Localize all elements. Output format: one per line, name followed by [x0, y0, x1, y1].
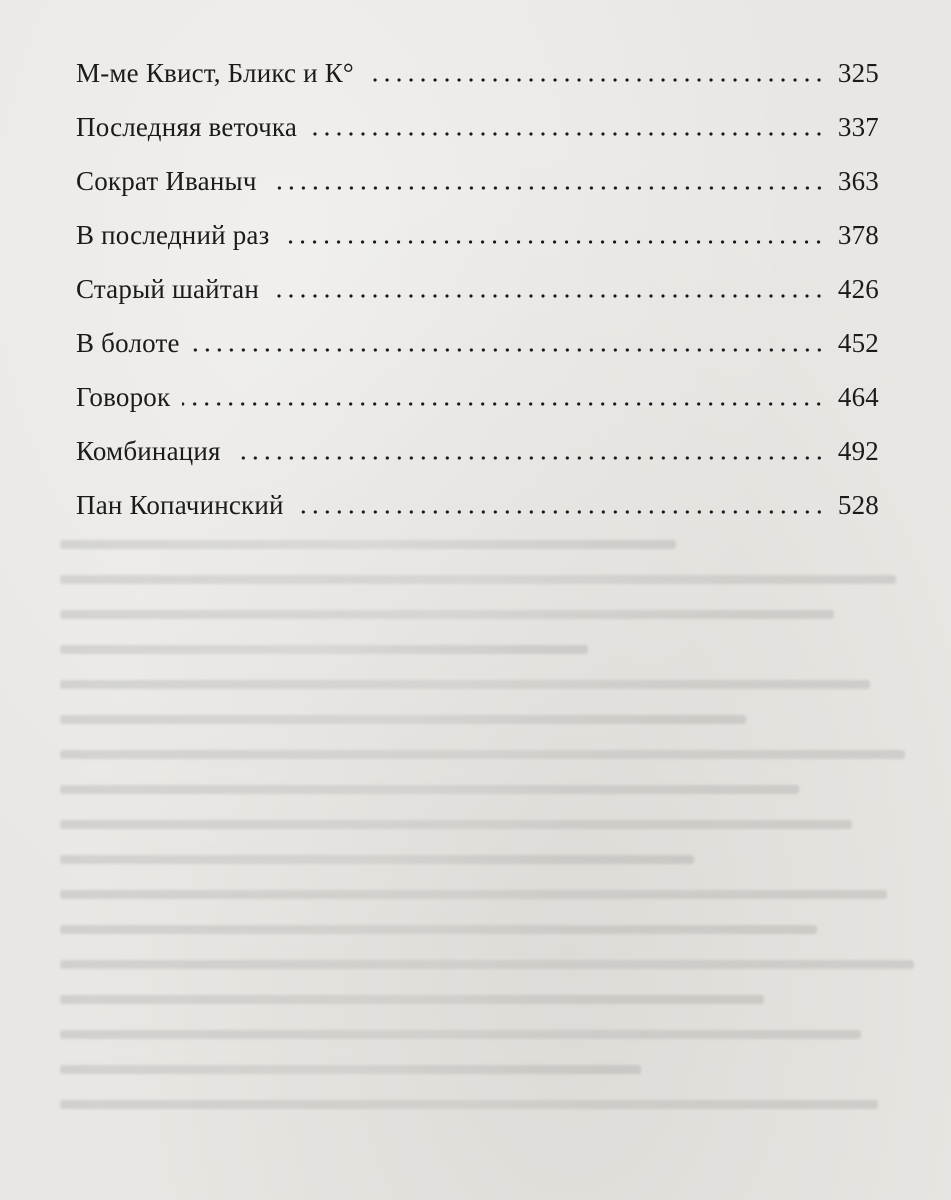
- toc-entry-title: М-ме Квист, Бликс и К°: [76, 58, 354, 88]
- dot-leader: [233, 456, 825, 460]
- dot-leader: [271, 294, 825, 298]
- toc-entry-title: Комбинация: [76, 436, 221, 466]
- toc-entry: [76, 220, 879, 274]
- toc-entry-page: 492: [837, 436, 879, 466]
- toc-entry: [76, 112, 879, 166]
- toc-entry-page: 452: [837, 328, 879, 358]
- toc-entry-title: Пан Копачинский: [76, 490, 284, 520]
- toc-entry-title: Говорок: [76, 382, 171, 412]
- toc-entry: [76, 274, 879, 328]
- toc-entry-page: 337: [837, 112, 879, 142]
- toc-entry: [76, 490, 879, 544]
- toc-entry-title: Последняя веточка: [76, 112, 298, 142]
- toc-entry-title: В последний раз: [76, 220, 270, 250]
- dot-leader: [366, 78, 825, 82]
- toc-entry-title: Сократ Иваныч: [76, 166, 257, 196]
- dot-leader: [182, 402, 825, 406]
- dot-leader: [192, 348, 825, 352]
- toc-entry-title: В болоте: [76, 328, 180, 358]
- toc-entry-page: 378: [837, 220, 879, 250]
- toc-entry-page: 426: [837, 274, 879, 304]
- table-of-contents: [76, 58, 879, 544]
- toc-entry: [76, 58, 879, 112]
- toc-entry-page: 528: [837, 490, 879, 520]
- toc-entry-page: 363: [837, 166, 879, 196]
- show-through-text: [60, 540, 940, 1180]
- dot-leader: [281, 240, 825, 244]
- dot-leader: [269, 186, 825, 190]
- toc-entry: [76, 166, 879, 220]
- toc-entry: [76, 382, 879, 436]
- toc-entry: [76, 436, 879, 490]
- dot-leader: [309, 132, 825, 136]
- toc-entry-page: 325: [837, 58, 879, 88]
- toc-entry: [76, 328, 879, 382]
- dot-leader: [296, 510, 825, 514]
- toc-entry-page: 464: [837, 382, 879, 412]
- toc-entry-title: Старый шайтан: [76, 274, 259, 304]
